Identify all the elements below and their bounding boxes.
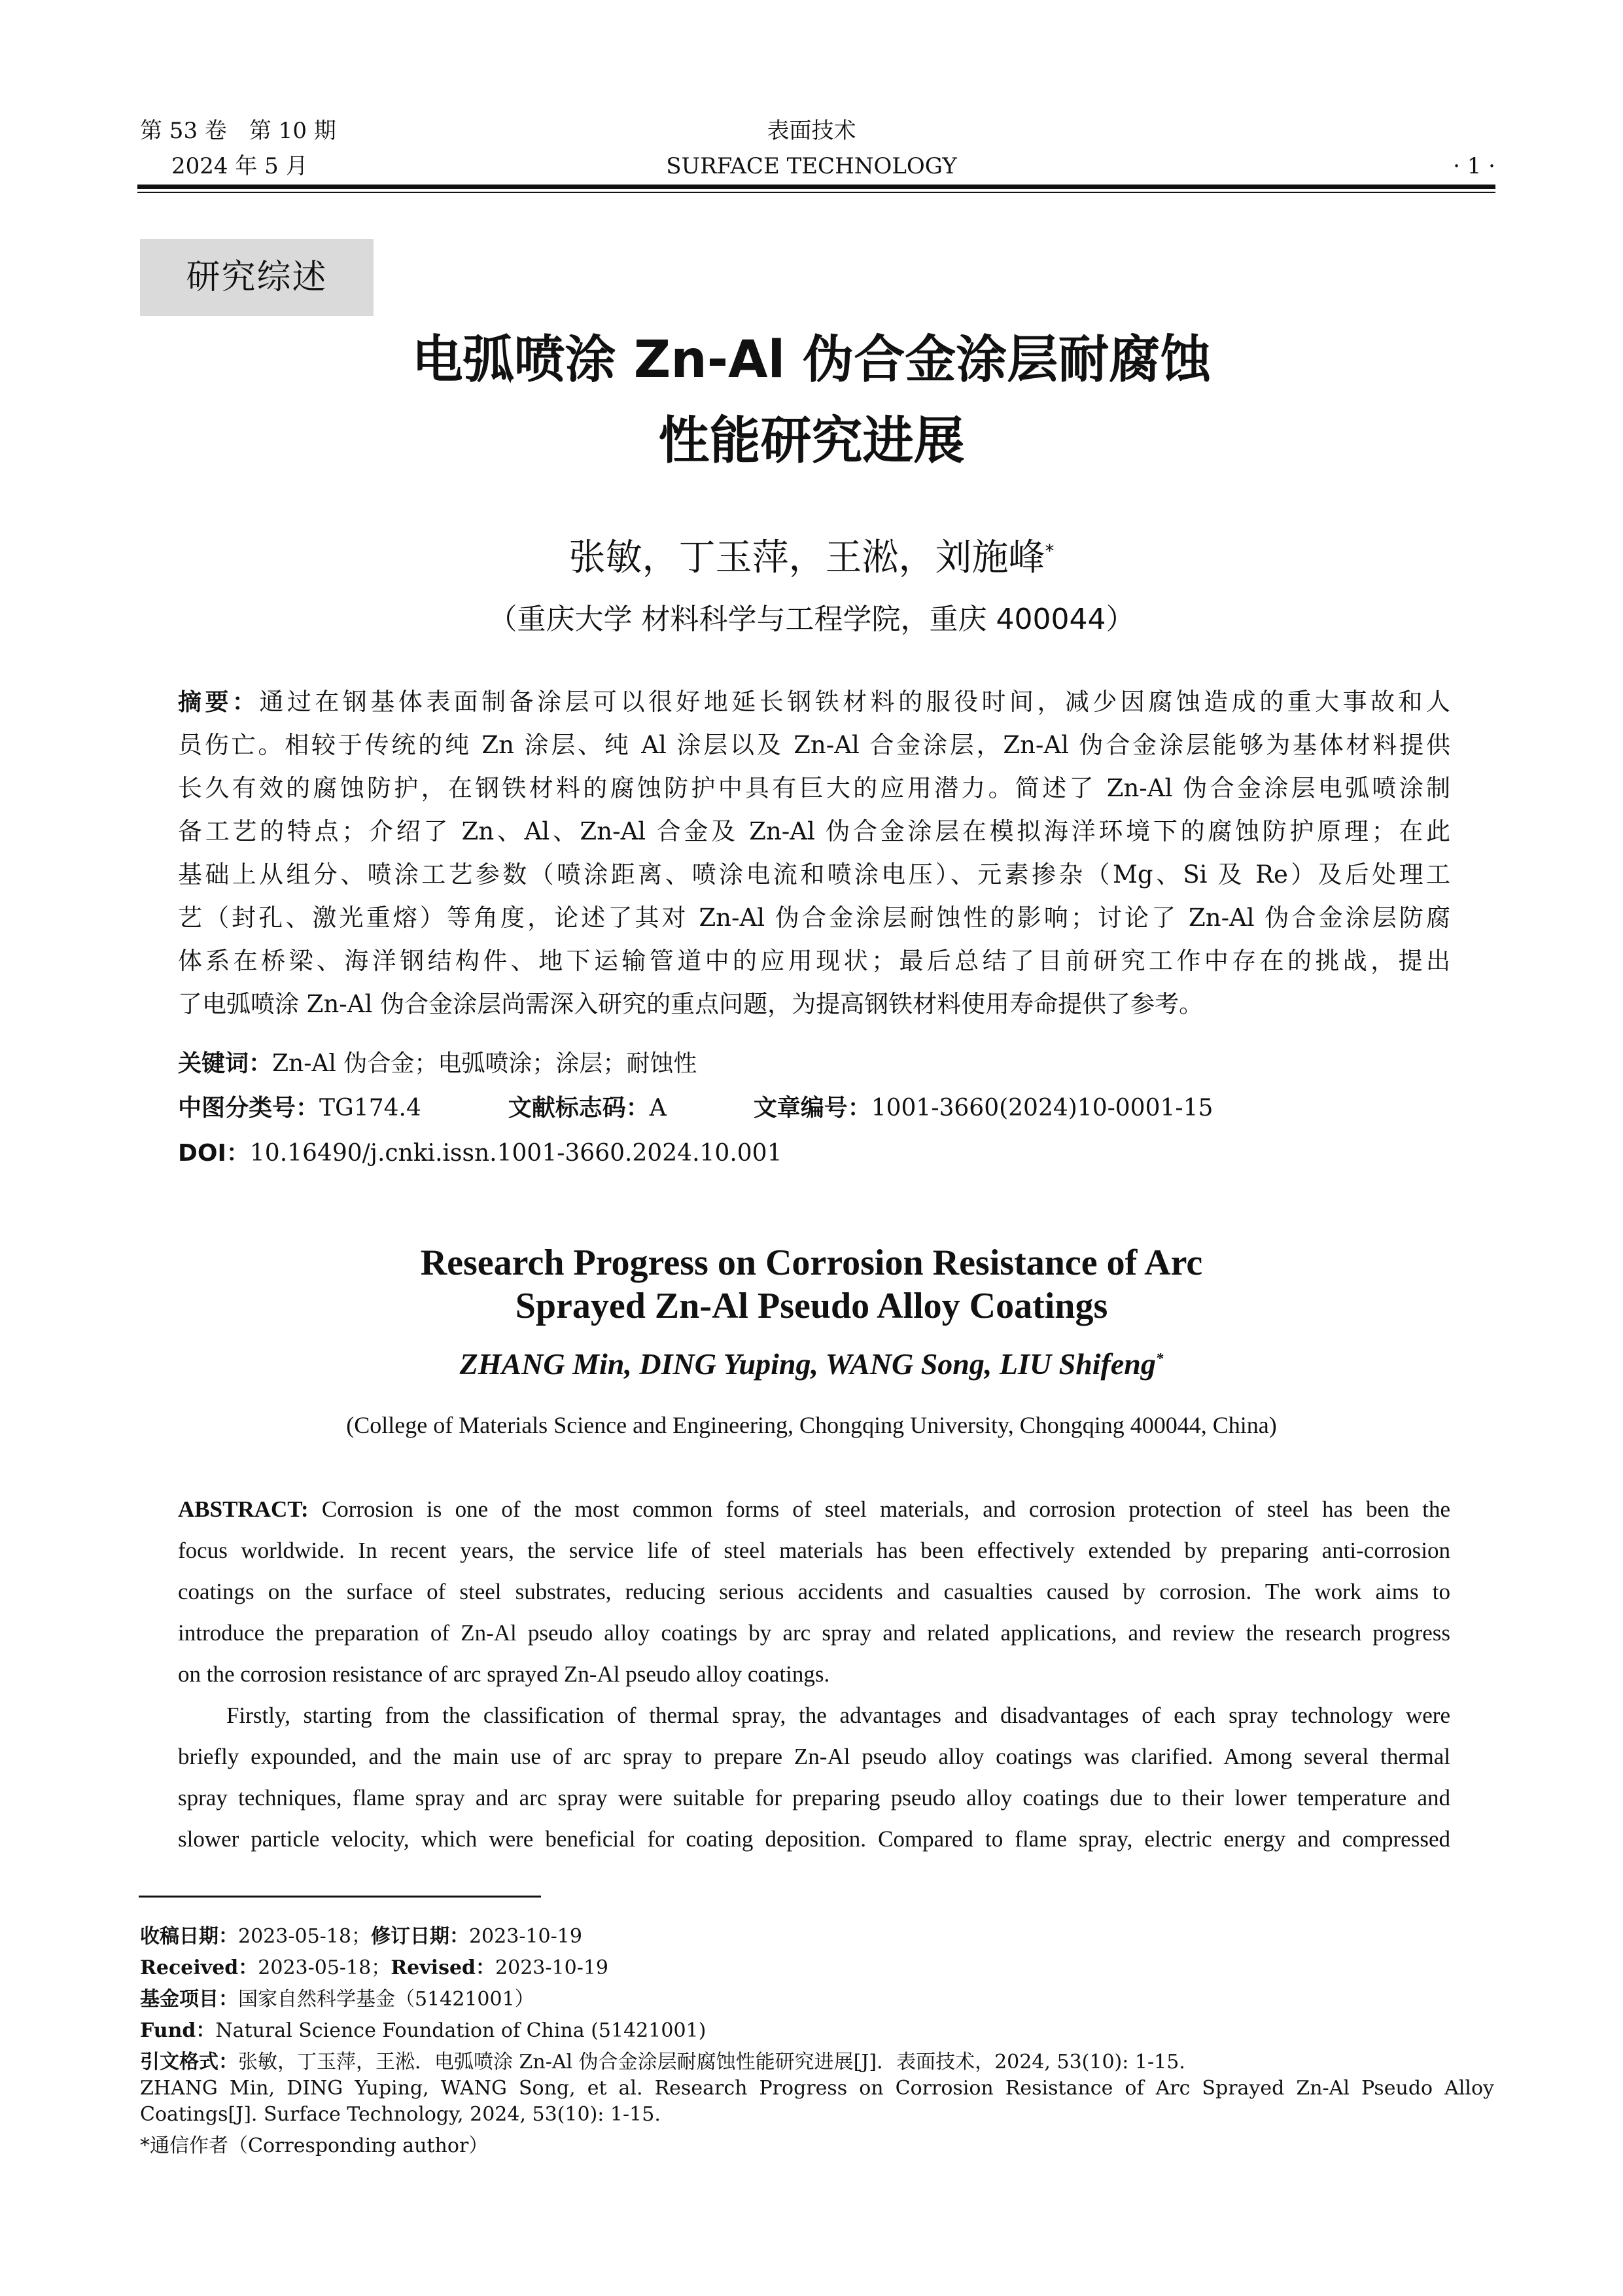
received-en [140,1955,1494,1981]
fund-en-label: Fund： [140,2019,216,2042]
article-no-label: 文章编号： [753,1095,871,1122]
journal-title-zh: 表面技术 [767,118,856,144]
abstract-en [178,1489,1450,1860]
corresponding-author: *通信作者（Corresponding author） [140,2134,489,2157]
abstract-zh-label: 摘要： [178,689,260,716]
abstract-en-line: Firstly, starting from the classification of thermal spray, the advantages and disadvantages of each spray technology were [226,1703,1450,1728]
doc-code-value: A [649,1095,667,1122]
abstract-en-line: spray techniques, flame spray and arc spray were suitable for preparing pseudo alloy coatings due to their lower temperature and [178,1785,1450,1810]
clc-value: TG174.4 [319,1095,421,1122]
fund-zh [140,1987,1494,2013]
fund-zh-label: 基金项目： [140,1988,238,2011]
abstract-zh-line: 员伤亡。相较于传统的纯 Zn 涂层、纯 Al 涂层以及 Zn-Al 合金涂层，Zn-Al 伪合金涂层能够为基体材料提供 [178,731,1450,759]
fund-zh-value: 国家自然科学基金（51421001） [238,1988,534,2011]
abstract-en-text: Corrosion is one of the most common forms of steel materials, and corrosion protection of steel has been the [321,1496,1450,1522]
abstract-en-line: slower particle velocity, which were beneficial for coating deposition. Compared to flame spray, electric energy and compressed [178,1826,1450,1852]
page-number: · 1 · [1453,153,1495,179]
doi-label: DOI： [178,1140,250,1167]
received-zh-label: 收稿日期： [140,1925,238,1948]
abstract-zh-text: 通过在钢基体表面制备涂层可以很好地延长钢铁材料的服役时间，减少因腐蚀造成的重大事故和人 [259,688,1450,716]
author-names-zh: 张敏，丁玉萍，王淞，刘施峰 [568,537,1045,579]
abstract-zh-line: 基础上从组分、喷涂工艺参数（喷涂距离、喷涂电流和喷涂电压）、元素掺杂（Mg、Si 及 Re）及后处理工 [178,860,1450,889]
footnote-rule [139,1896,541,1898]
revised-en-label: Revised： [391,1956,496,1979]
fund-en-value: Natural Science Foundation of China (51421001) [215,2019,707,2042]
abstract-en-line: briefly expounded, and the main use of arc spray to prepare Zn-Al pseudo alloy coatings was clarified. Among several thermal [178,1744,1450,1769]
received-en-label: Received： [140,1956,258,1979]
received-zh-value: 2023-05-18； [238,1925,371,1948]
classification [178,1091,1213,1125]
revised-zh-value: 2023-10-19 [468,1925,582,1948]
fund-en [140,2018,1494,2044]
abstract-zh-line: 备工艺的特点；介绍了 Zn、Al、Zn-Al 合金及 Zn-Al 伪合金涂层在模拟海洋环境下的腐蚀防护原理；在此 [178,817,1450,845]
header-rule-thin [137,192,1495,193]
abstract-en-line: on the corrosion resistance of arc sprayed Zn-Al pseudo alloy coatings. [178,1661,830,1687]
citation-zh [140,2049,1494,2075]
abstract-zh-line: 长久有效的腐蚀防护，在钢铁材料的腐蚀防护中具有巨大的应用潜力。简述了 Zn-Al 伪合金涂层电弧喷涂制 [178,774,1450,802]
revised-en-value: 2023-10-19 [495,1956,609,1979]
abstract-zh-line: 体系在桥梁、海洋钢结构件、地下运输管道中的应用现状；最后总结了目前研究工作中存在的挑战，提出 [178,947,1450,975]
doi-value: 10.16490/j.cnki.issn.1001-3660.2024.10.001 [249,1140,782,1167]
abstract-en-line: coatings on the surface of steel substrates, reducing serious accidents and casualties caused by corrosion. The work aims to [178,1579,1450,1604]
keywords [178,1047,697,1081]
citation-zh-label: 引文格式： [140,2051,238,2074]
citation-en: ZHANG Min, DING Yuping, WANG Song, et al. Research Progress on Corrosion Resistance of Arc Sprayed Zn-Al Pseudo Alloy Coatings[J]. Surface Technology, 2024, 53(10): 1-15. [140,2077,1494,2126]
corresponding-mark-zh: * [1045,540,1055,562]
authors-zh [0,532,1623,584]
received-zh [140,1924,1494,1950]
affiliation-en: (College of Materials Science and Engineering, Chongqing University, Chongqing 400044, China) [346,1412,1277,1438]
volume-issue: 第 53 卷 第 10 期 [140,118,336,144]
keywords-label: 关键词： [178,1050,273,1077]
received-en-value: 2023-05-18； [258,1956,391,1979]
title-en-line1: Research Progress on Corrosion Resistance of Arc [420,1243,1203,1283]
title-zh-line2: 性能研究进展 [658,412,965,470]
corresponding-mark-en: * [1155,1350,1164,1367]
authors-en [0,1345,1623,1384]
abstract-en-line: introduce the preparation of Zn-Al pseudo alloy coatings by arc spray and related applications, and review the research progress [178,1620,1450,1646]
abstract-zh-line: 艺（封孔、激光重熔）等角度，论述了其对 Zn-Al 伪合金涂层耐蚀性的影响；讨论了 Zn-Al 伪合金涂层防腐 [178,904,1450,932]
abstract-zh-line: 了电弧喷涂 Zn-Al 伪合金涂层尚需深入研究的重点问题，为提高钢铁材料使用寿命提供了参考。 [178,990,1204,1018]
article-no-value: 1001-3660(2024)10-0001-15 [871,1095,1213,1122]
title-zh-line1: 电弧喷涂 Zn-Al 伪合金涂层耐腐蚀 [411,330,1212,389]
abstract-zh [178,680,1450,1026]
doi [178,1137,782,1171]
affiliation-zh: （重庆大学 材料科学与工程学院，重庆 400044） [488,603,1135,636]
abstract-zh-line [178,680,1450,724]
doc-code-label: 文献标志码： [508,1095,650,1122]
issue-date: 2024 年 5 月 [171,153,308,179]
header-rule-thick [137,185,1495,189]
author-names-en: ZHANG Min, DING Yuping, WANG Song, LIU Shifeng [459,1347,1156,1381]
revised-zh-label: 修订日期： [370,1925,469,1948]
citation-zh-value: 张敏，丁玉萍，王淞．电弧喷涂 Zn-Al 伪合金涂层耐腐蚀性能研究进展[J]．表面技术，2024, 53(10): 1-15. [238,2051,1185,2074]
keywords-text: Zn-Al 伪合金；电弧喷涂；涂层；耐蚀性 [272,1050,697,1077]
title-en-line2: Sprayed Zn-Al Pseudo Alloy Coatings [515,1286,1108,1326]
abstract-en-line: focus worldwide. In recent years, the service life of steel materials has been effectively extended by preparing anti-corrosion [178,1538,1450,1563]
abstract-en-label: ABSTRACT: [178,1496,309,1522]
clc-label: 中图分类号： [178,1095,320,1122]
category-badge [140,239,374,316]
journal-title-en: SURFACE TECHNOLOGY [666,153,957,179]
abstract-en-line [178,1489,1450,1530]
category-label: 研究综述 [186,258,328,297]
